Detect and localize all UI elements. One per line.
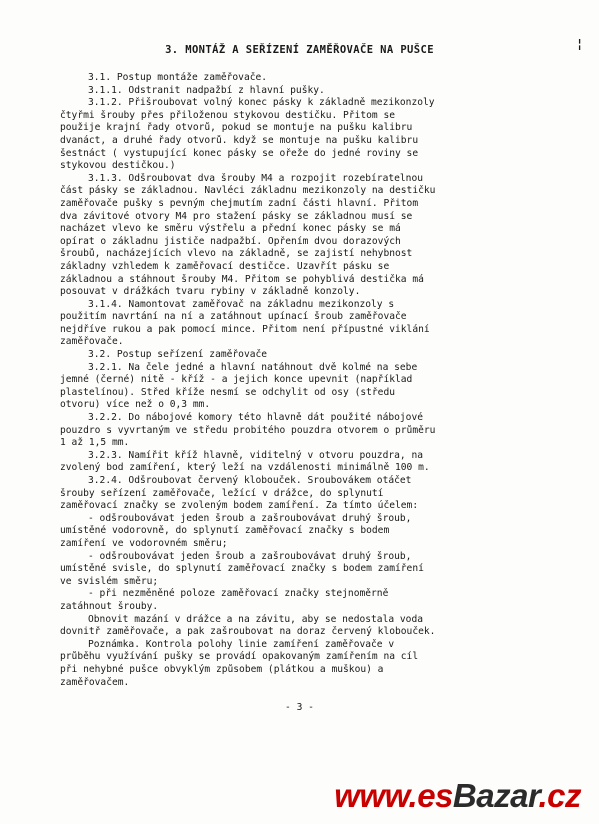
watermark-cz: .cz (538, 777, 581, 814)
text-line: základnou a stáhnout šrouby M4. Přitom se pohyblivá destička má (60, 273, 424, 285)
text-line: zaměřovače. (60, 336, 124, 348)
text-line: - při nezměněné poloze zaměřovací značky stejnoměrně (88, 588, 389, 600)
text-line: zaměřovače pušky s pevným chejmutím zadní části hlavní. Přitom (60, 197, 419, 209)
text-line: 3.1.4. Namontovat zaměřovač na základnu mezikonzoly s (88, 298, 395, 310)
text-line: 3.1. Postup montáže zaměřovače. (88, 72, 268, 83)
text-line: nacházet vlevo ke směru výstřelu a přední konec pásky se má (60, 223, 401, 235)
text-line: plastelínou). Střed kříže nesmí se odchylit od osy (středu (60, 386, 396, 398)
text-line: zvolený bod zamíření, který leží na vzdálenosti minimálně 100 m. (60, 462, 430, 474)
text-line: zaměřovací značky se zvoleným bodem zamíření. Za tímto účelem: (60, 500, 419, 512)
text-line: dvanáct, a druhé řady otvorů. když se montuje na pušku kalibru (60, 134, 419, 146)
text-line: otvoru) více než o 0,3 mm. (60, 399, 211, 411)
text-line: nejdříve rukou a pak pomocí mince. Přitom není přípustné viklání (60, 323, 430, 335)
text-line: jemné (černé) nitě - kříž - a jejich konce upevnit (například (60, 374, 413, 386)
text-line: 3.1.2. Přišroubovat volný konec pásky k základně mezikonzoly (88, 97, 435, 109)
body-text (60, 72, 540, 689)
text-line: 3.2.1. Na čele jedné a hlavní natáhnout dvě kolmé na sebe (88, 361, 418, 373)
text-line: zamíření ve vodorovném směru; (60, 537, 228, 549)
page-number: - 3 - (285, 702, 314, 713)
text-line: dovnitř zaměřovače, a pak zašroubovat na doraz červený klobouček. (60, 626, 436, 638)
text-line: stykovou destičkou.) (60, 160, 176, 172)
text-line: základny vzhledem k zaměřovací destičce. Uzavřít pásku se (60, 260, 390, 272)
text-line: - odšroubovávat jeden šroub a zašroubovávat druhý šroub, (88, 550, 412, 562)
text-line: použije krajní řady otvorů, pokud se montuje na pušku kalibru (60, 122, 413, 134)
text-line: šroubů, nacházejících vlevo na základně, se zajistí nehybnost (60, 248, 413, 260)
text-line: dva závitové otvory M4 pro stažení pásky se základnou musí se (60, 210, 413, 222)
text-line: Obnovit mazání v drážce a na závitu, aby se nedostala voda (88, 613, 424, 625)
text-line: ve svislém směru; (60, 575, 159, 587)
text-line: šrouby seřízení zaměřovače, ležící v drážce, do splynutí (60, 487, 384, 499)
section-heading: 3. MONTÁŽ A SEŘÍZENÍ ZAMĚŘOVAČE NA PUŠCE (165, 44, 434, 56)
text-line: použitím navrtání na ní a zatáhnout upínací šroub zaměřovače (60, 311, 407, 323)
text-line: 3.2. Postup seřízení zaměřovače (88, 349, 268, 361)
text-line: 3.2.3. Namířit kříž hlavně, viditelný v otvoru pouzdra, na (88, 449, 424, 461)
text-line: při nehybné pušce obvyklým způsobem (plátkou a muškou) a (60, 663, 384, 675)
watermark-es: es (417, 777, 453, 814)
text-line: čtyřmi šrouby přes přiloženou stykovou destičku. Přitom se (60, 109, 396, 121)
margin-mark: ¦ (576, 37, 584, 51)
text-line: - odšroubovávat jeden šroub a zašroubovávat druhý šroub, (88, 512, 412, 524)
text-line: Poznámka. Kontrola polohy linie zamíření zaměřovače v (88, 638, 395, 650)
text-line: posouvat v drážkách tvaru rybiny v základně konzoly. (60, 286, 361, 298)
text-line: 3.2.2. Do nábojové komory této hlavně dát použité nábojové (88, 412, 424, 424)
watermark-bazar: Bazar (452, 777, 539, 814)
watermark-logo (334, 778, 581, 814)
text-line: část pásky se základnou. Navléci základnu mezikonzoly na destičku (60, 185, 436, 197)
text-line: umístěné svisle, do splynutí zaměřovací značky s bodem zamíření (60, 563, 424, 575)
text-line: 3.2.4. Odšroubovat červený klobouček. Šroubovákem otáčet (88, 475, 412, 486)
text-line: 1 až 1,5 mm. (60, 437, 130, 449)
text-line: zaměřovačem. (60, 676, 130, 688)
text-line: průběhu využívání pušky se provádí opakovaným zamířením na cíl (60, 651, 419, 663)
text-line: opírat o základnu jističe nadpažbí. Opřením dvou dorazových (60, 235, 401, 247)
text-line: zatáhnout šrouby. (60, 600, 159, 612)
text-line: 3.1.3. Odšroubovat dva šrouby M4 a rozpojit rozebíratelnou (88, 172, 424, 184)
text-line: 3.1.1. Odstranit nadpažbí z hlavní pušky. (88, 84, 325, 96)
watermark-www: www. (334, 777, 418, 814)
text-line: pouzdro s vyvrtaným ve středu probitého pouzdra otvorem o průměru (60, 424, 436, 436)
text-line: umístěné vodorovně, do splynutí zaměřovací značky s bodem (60, 525, 390, 537)
text-line: šestnáct ( vystupující konec pásky se ořeže do jedné roviny se (60, 147, 419, 159)
